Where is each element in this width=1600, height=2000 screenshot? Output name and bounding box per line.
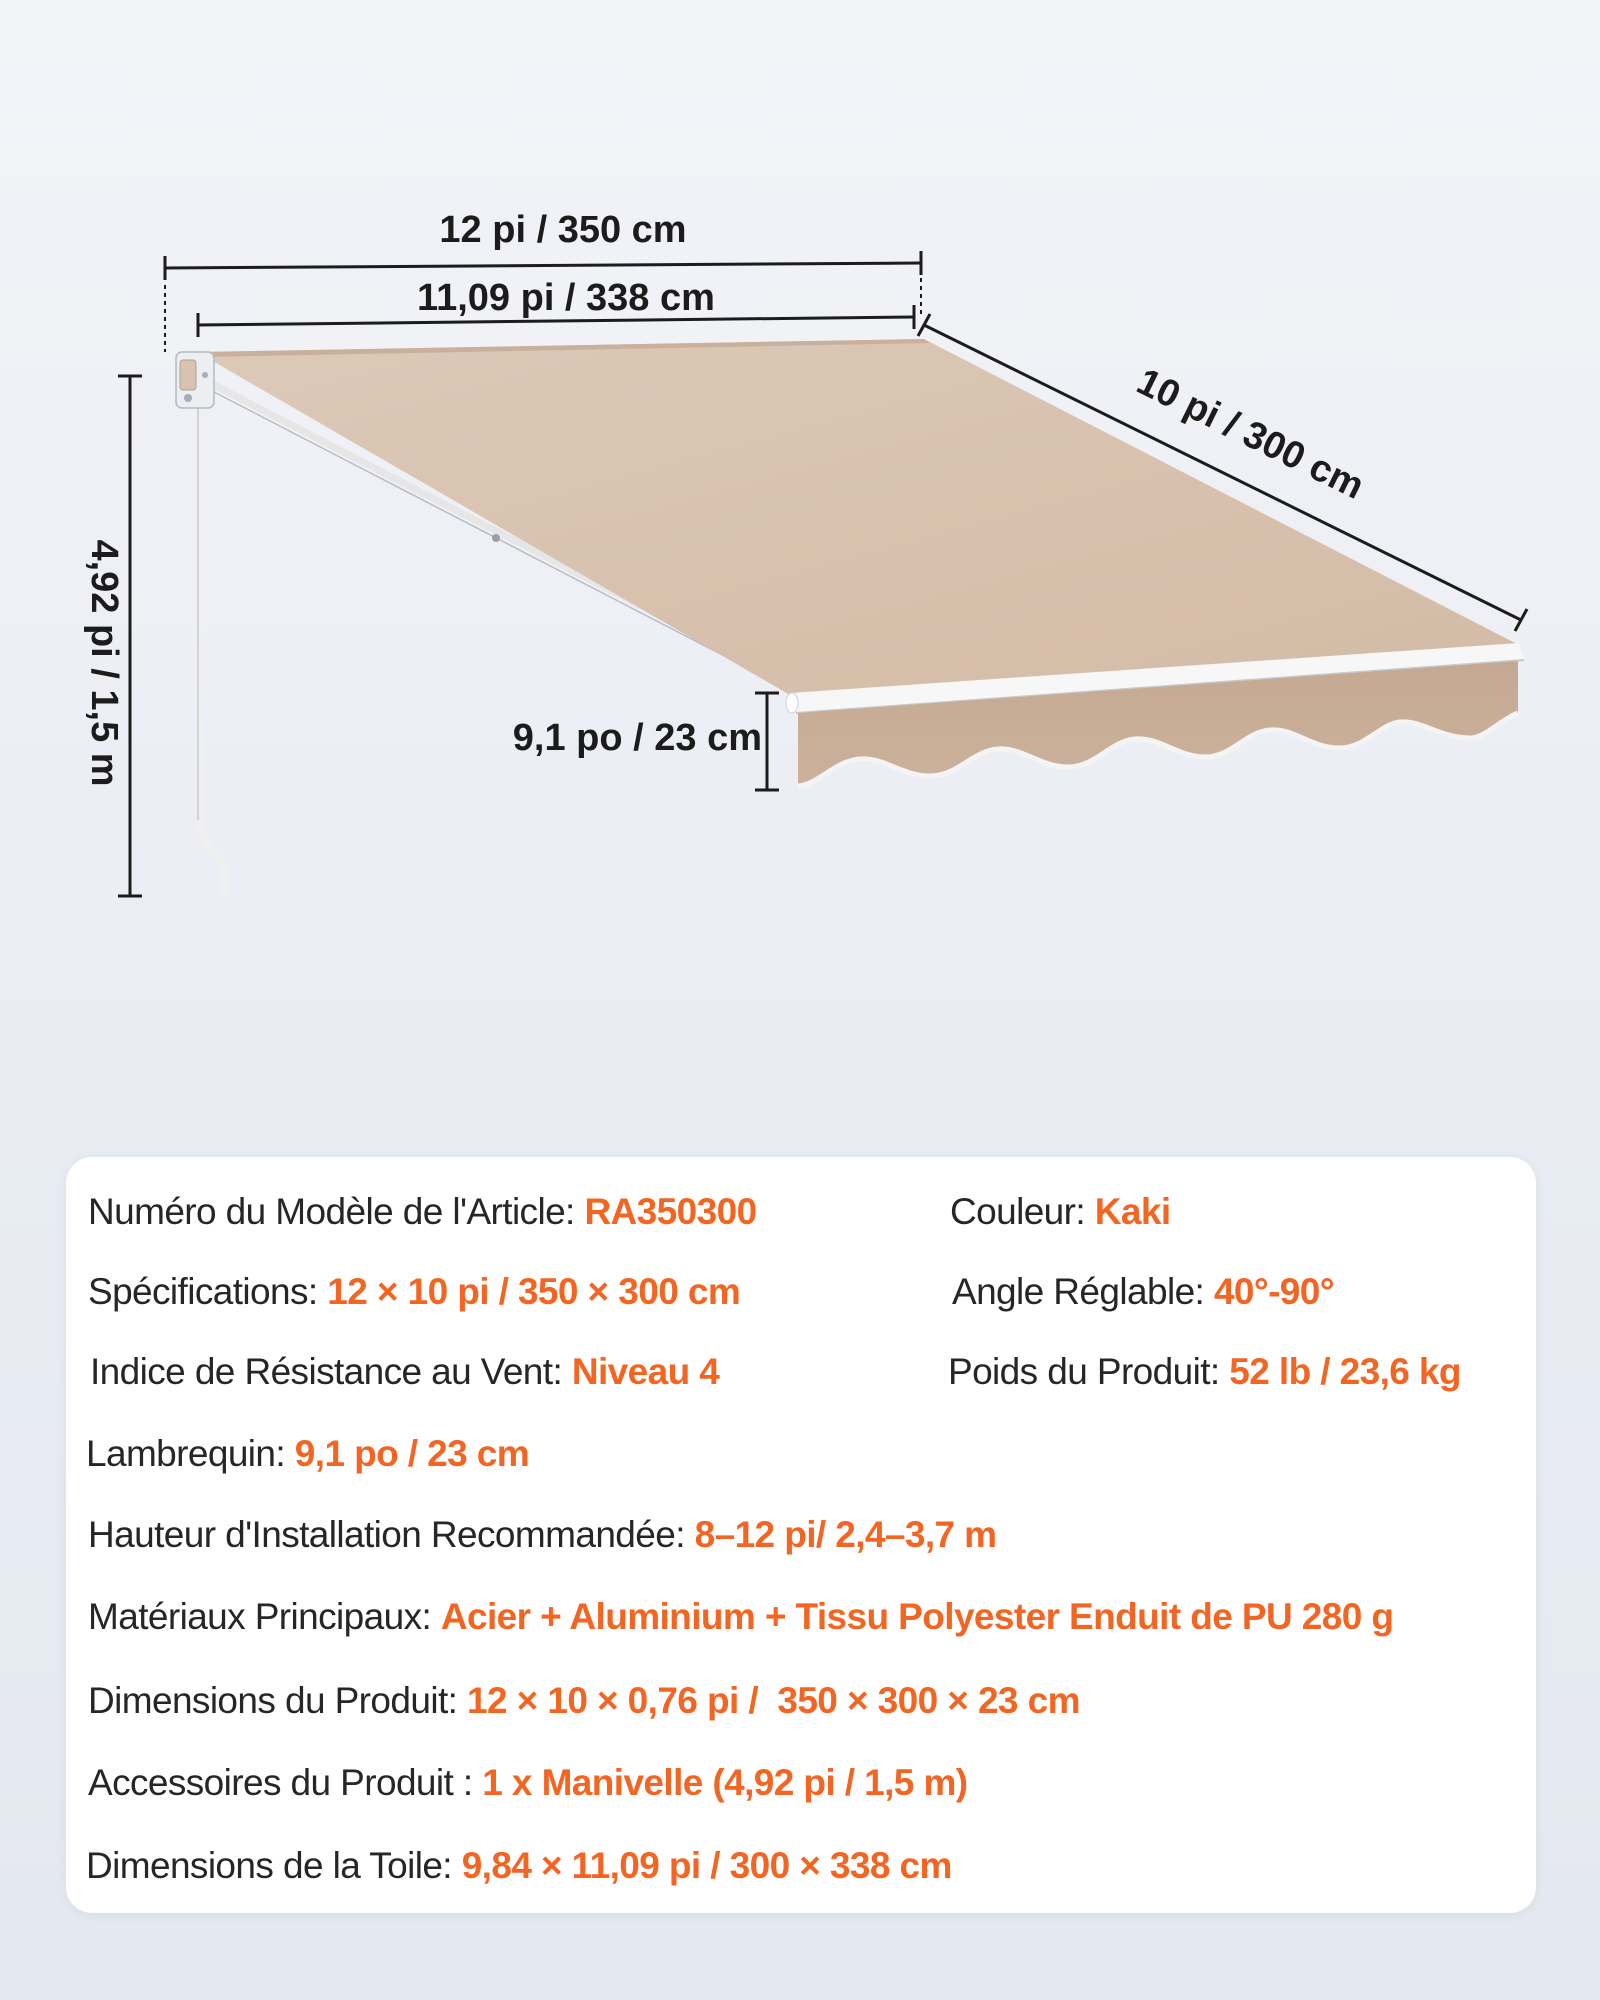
- spec-valance: [86, 1435, 529, 1472]
- spec-specifications: [88, 1273, 740, 1310]
- spec-product-dimensions-value: 12 × 10 × 0,76 pi / 350 × 300 × 23 cm: [467, 1680, 1080, 1721]
- spec-color: [950, 1193, 1171, 1230]
- spec-install-height: [88, 1516, 996, 1553]
- spec-canvas-dimensions-value: 9,84 × 11,09 pi / 300 × 338 cm: [461, 1845, 952, 1886]
- spec-materials-label: Matériaux Principaux:: [88, 1596, 432, 1637]
- spec-weight-label: Poids du Produit:: [948, 1351, 1220, 1392]
- spec-weight: [948, 1353, 1461, 1390]
- spec-wind-label: Indice de Résistance au Vent:: [90, 1351, 563, 1392]
- spec-angle-value: 40°-90°: [1213, 1271, 1334, 1312]
- spec-weight-value: 52 lb / 23,6 kg: [1229, 1351, 1461, 1392]
- dimension-canvas-width: [198, 277, 914, 337]
- spec-install-height-value: 8–12 pi/ 2,4–3,7 m: [694, 1514, 997, 1555]
- spec-install-height-label: Hauteur d'Installation Recommandée:: [88, 1514, 685, 1555]
- spec-product-dimensions-label: Dimensions du Produit:: [88, 1680, 458, 1721]
- spec-valance-value: 9,1 po / 23 cm: [294, 1433, 530, 1474]
- spec-accessories-value: 1 x Manivelle (4,92 pi / 1,5 m): [482, 1762, 968, 1803]
- spec-color-label: Couleur:: [950, 1191, 1086, 1232]
- spec-accessories-label: Accessoires du Produit :: [88, 1762, 473, 1803]
- dimension-valance-height: [513, 693, 779, 790]
- spec-angle: [952, 1273, 1334, 1310]
- spec-canvas-dimensions: [86, 1847, 952, 1884]
- crank-handle: [198, 398, 224, 895]
- spec-materials: [88, 1598, 1393, 1635]
- spec-wind-value: Niveau 4: [571, 1351, 720, 1392]
- spec-color-value: Kaki: [1094, 1191, 1171, 1232]
- spec-model-label: Numéro du Modèle de l'Article:: [88, 1191, 575, 1232]
- spec-canvas-dimensions-label: Dimensions de la Toile:: [86, 1845, 452, 1886]
- canvas-width-label: 11,09 pi / 338 cm: [417, 277, 715, 319]
- valance-height-label: 9,1 po / 23 cm: [512, 717, 762, 759]
- spec-product-dimensions: [88, 1682, 1080, 1719]
- dimension-crank-height: [83, 376, 142, 896]
- spec-specifications-value: 12 × 10 pi / 350 × 300 cm: [327, 1271, 741, 1312]
- spec-model-value: RA350300: [584, 1191, 757, 1232]
- awning-canvas: [197, 339, 1519, 695]
- spec-accessories: [88, 1764, 968, 1801]
- wall-bracket: [176, 352, 214, 408]
- spec-specifications-label: Spécifications:: [88, 1271, 318, 1312]
- spec-materials-value: Acier + Aluminium + Tissu Polyester Enduit de PU 280 g: [440, 1596, 1394, 1637]
- projection-label: 10 pi / 300 cm: [1130, 360, 1371, 508]
- crank-height-label: 4,92 pi / 1,5 m: [83, 539, 125, 787]
- spec-angle-label: Angle Réglable:: [952, 1271, 1205, 1312]
- spec-model: [88, 1193, 757, 1230]
- spec-wind: [90, 1353, 719, 1390]
- spec-valance-label: Lambrequin:: [86, 1433, 286, 1474]
- total-width-label: 12 pi / 350 cm: [439, 209, 687, 251]
